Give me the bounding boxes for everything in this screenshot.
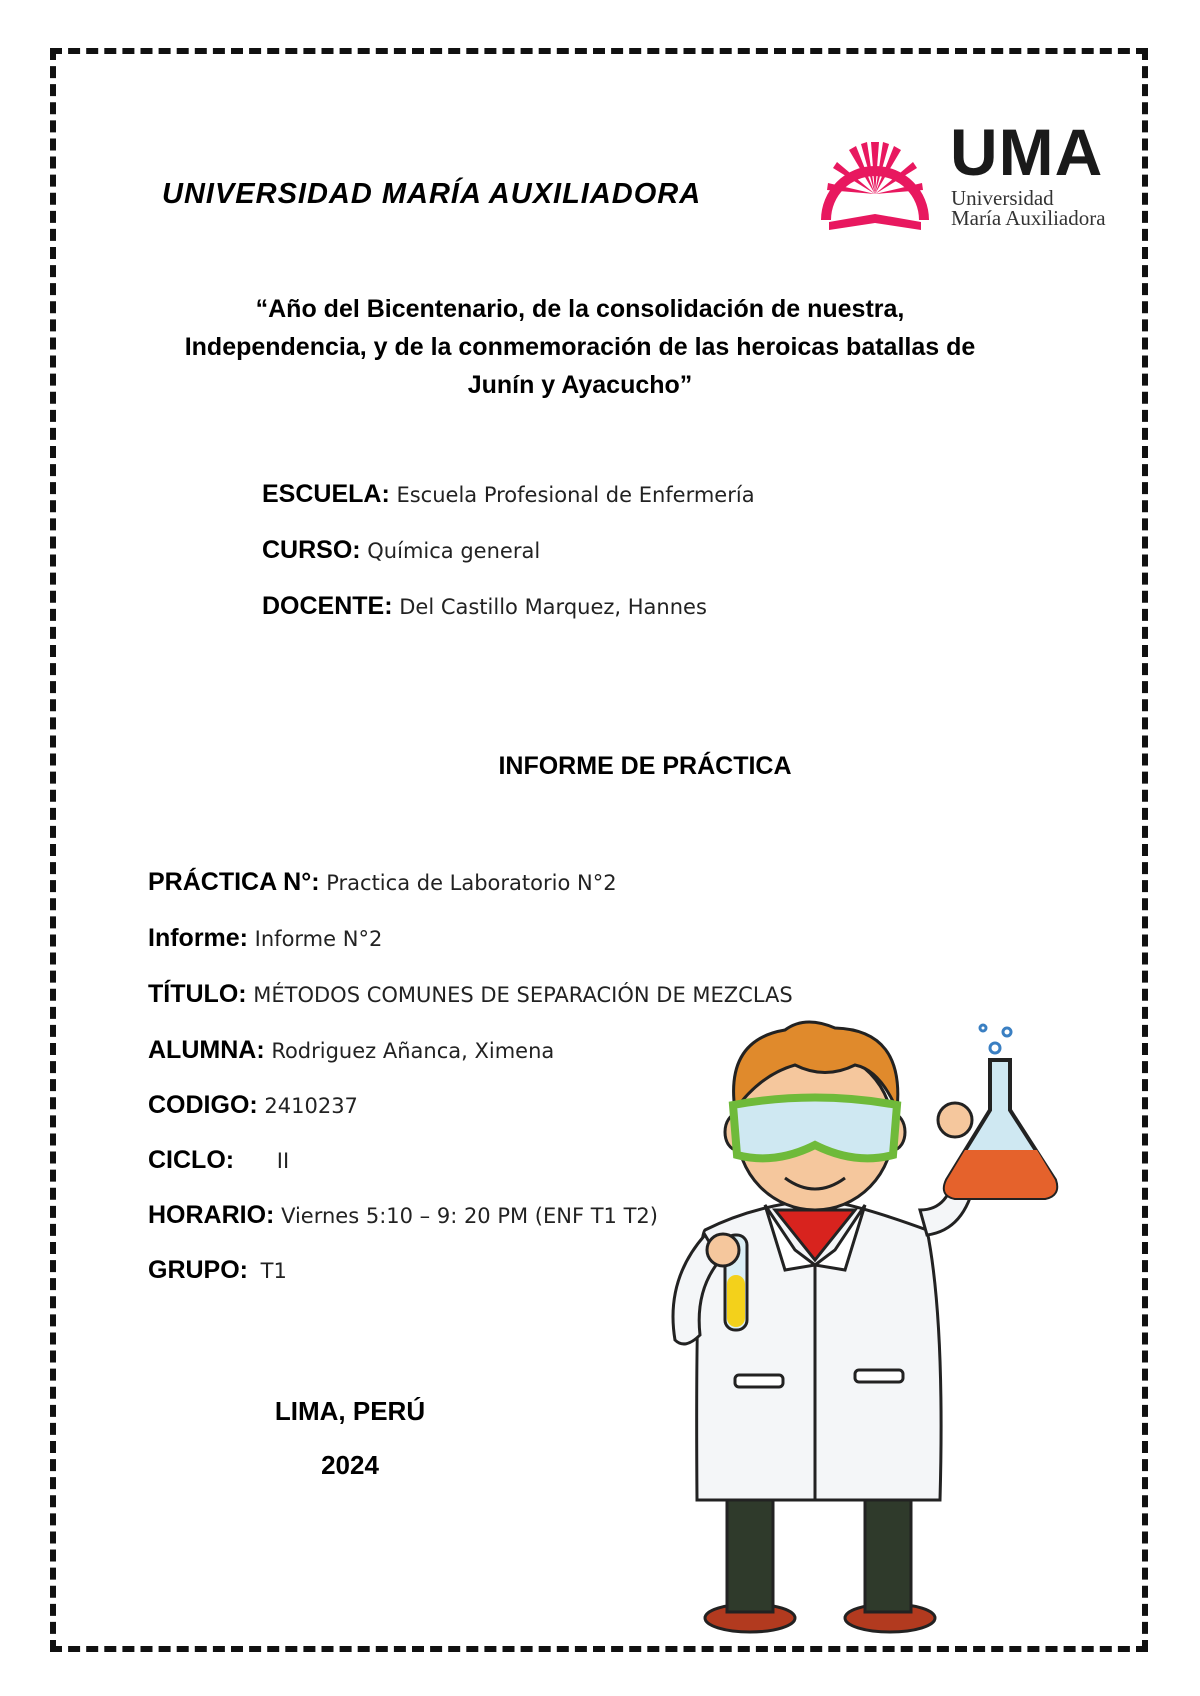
report-label: GRUPO: (148, 1256, 248, 1284)
report-value: Informe N°2 (254, 927, 383, 951)
university-logo (815, 115, 1135, 232)
report-value: Viernes 5:10 – 9: 20 PM (ENF T1 T2) (281, 1204, 658, 1228)
report-value: T1 (260, 1259, 287, 1283)
report-label: TÍTULO: (148, 980, 247, 1008)
report-label: CICLO: (148, 1146, 235, 1174)
report-value: Rodriguez Añanca, Ximena (271, 1039, 555, 1063)
report-row-codigo (148, 1091, 358, 1120)
info-value: Escuela Profesional de Enfermería (396, 483, 755, 507)
info-value: Química general (367, 539, 541, 563)
info-value: Del Castillo Marquez, Hannes (399, 595, 707, 619)
report-label: Informe: (148, 924, 248, 952)
report-value: MÉTODOS COMUNES DE SEPARACIÓN DE MEZCLAS (253, 983, 793, 1007)
section-title: INFORME DE PRÁCTICA (498, 752, 792, 780)
info-label: DOCENTE: (262, 592, 393, 620)
report-value: Practica de Laboratorio N°2 (326, 871, 617, 895)
motto-line: “Año del Bicentenario, de la consolidación de nuestra, (255, 295, 905, 323)
footer-year: 2024 (321, 1450, 379, 1480)
logo-name-line2: María Auxiliadora (951, 206, 1106, 230)
report-row-grupo (148, 1256, 287, 1285)
report-label: PRÁCTICA N°: (148, 868, 320, 896)
uma-logo-icon (815, 122, 935, 232)
report-row-alumna (148, 1036, 554, 1065)
info-row-curso (262, 536, 540, 565)
info-row-escuela (262, 480, 755, 509)
info-row-docente (262, 592, 707, 621)
report-label: CODIGO: (148, 1091, 258, 1119)
report-label: ALUMNA: (148, 1036, 265, 1064)
motto-line: Independencia, y de la conmemoración de las heroicas batallas de (184, 333, 976, 361)
info-label: ESCUELA: (262, 480, 390, 508)
year-motto (150, 290, 1010, 404)
scientist-illustration-icon (665, 1020, 1135, 1650)
report-value: 2410237 (264, 1094, 358, 1118)
footer-city: LIMA, PERÚ (274, 1396, 426, 1426)
university-title: UNIVERSIDAD MARÍA AUXILIADORA (162, 178, 702, 210)
report-row-ciclo (148, 1146, 289, 1175)
report-row-titulo (148, 980, 793, 1009)
report-row-horario (148, 1201, 658, 1230)
logo-abbreviation: UMA (950, 115, 1104, 189)
motto-line: Junín y Ayacucho” (467, 371, 693, 399)
report-row-informe (148, 924, 382, 953)
info-label: CURSO: (262, 536, 361, 564)
report-label: HORARIO: (148, 1201, 275, 1229)
report-row-practica (148, 868, 617, 897)
logo-name-line1: Universidad (951, 186, 1054, 210)
report-value: II (276, 1149, 290, 1173)
